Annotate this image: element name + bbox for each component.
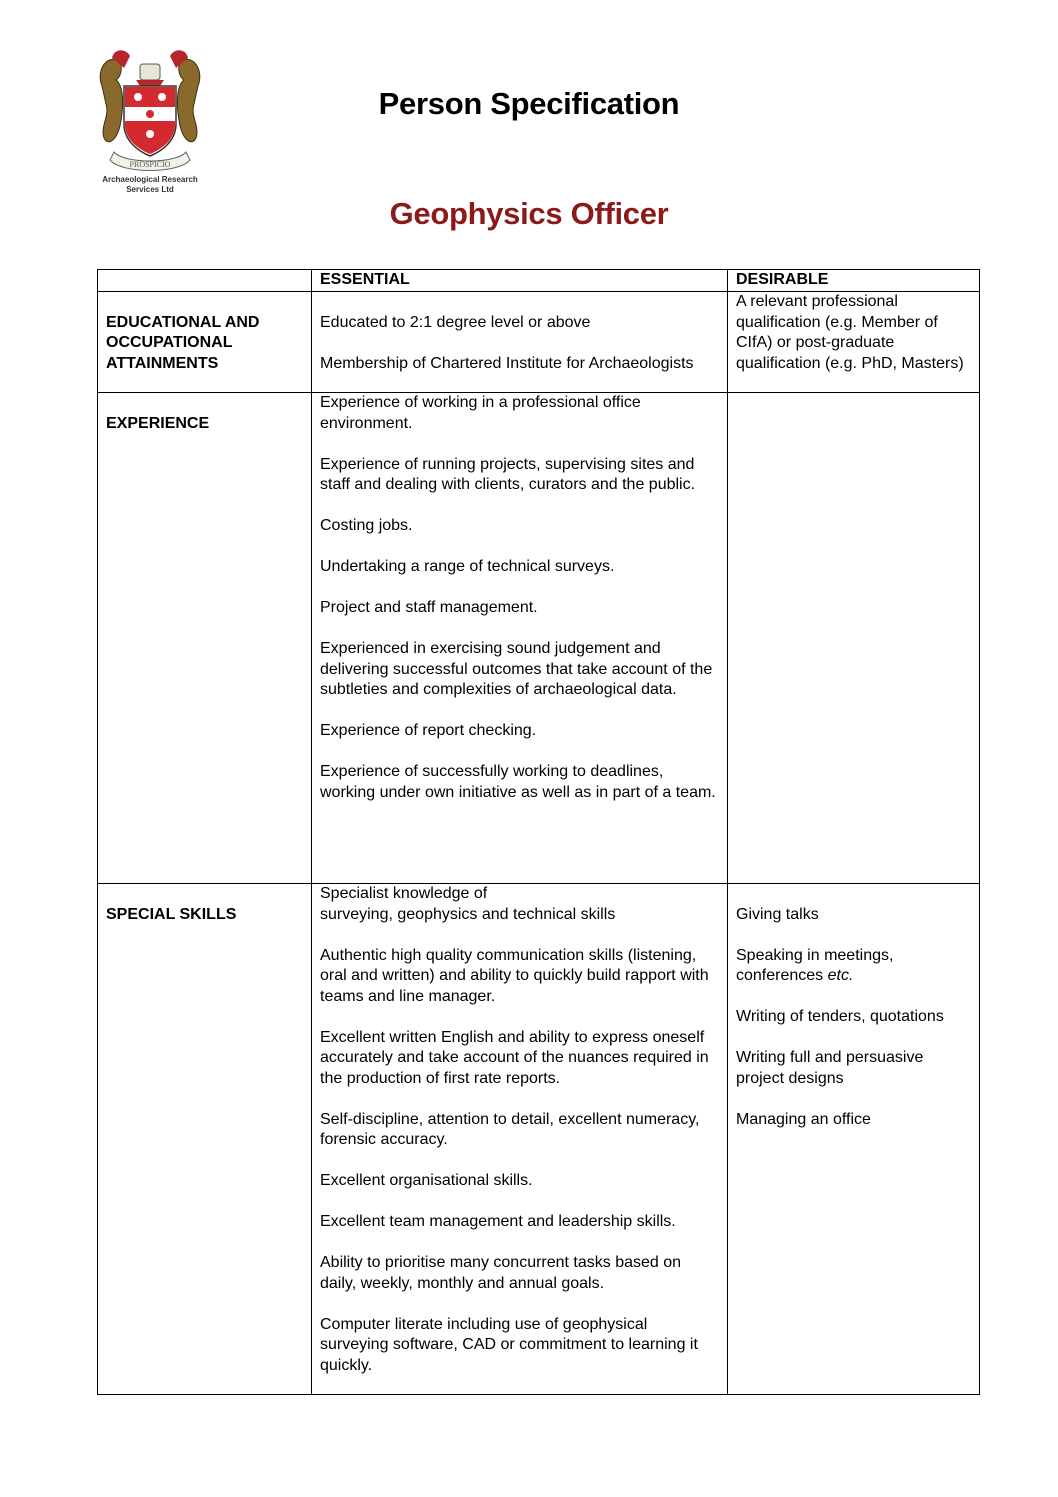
requirement-item: Authentic high quality communication skills (listening, oral and written) and ability to quickly build rapport with teams and line manager. <box>320 946 709 1005</box>
requirement-item: Writing of tenders, quotations <box>736 1008 944 1025</box>
requirement-item: Project and staff management. <box>320 599 538 616</box>
requirement-item: Experience of successfully working to deadlines, working under own initiative as well as in part of a team. <box>320 763 716 801</box>
requirement-item: Costing jobs. <box>320 517 413 534</box>
desirable-cell <box>728 393 980 884</box>
header-empty <box>98 270 312 292</box>
requirement-item: Experience of report checking. <box>320 722 537 739</box>
category-label: EXPERIENCE <box>106 414 210 432</box>
essential-cell <box>312 393 728 884</box>
category-line: EDUCATIONAL AND <box>106 313 260 331</box>
logo-caption-line1: Archaeological Research <box>102 175 198 184</box>
requirement-item: Educated to 2:1 degree level or above <box>320 313 591 331</box>
requirement-item: Excellent team management and leadership skills. <box>320 1213 676 1230</box>
requirement-item: Undertaking a range of technical surveys. <box>320 558 615 575</box>
table-row <box>98 292 980 393</box>
job-title: Geophysics Officer <box>389 196 669 231</box>
requirement-emphasis: etc. <box>827 967 854 984</box>
header-desirable: DESIRABLE <box>728 270 980 292</box>
table-row <box>98 884 980 1395</box>
requirement-item: A relevant professional qualification (e.g. Member of CIfA) or post-graduate qualification (e.g. PhD, Masters) <box>736 293 964 372</box>
requirement-text: Speaking in meetings, conferences <box>736 946 894 984</box>
motto-text: PROSPICIO <box>129 160 171 169</box>
category-cell <box>98 884 312 1395</box>
requirement-item: Giving talks <box>736 905 819 923</box>
essential-cell <box>312 884 728 1395</box>
desirable-cell <box>728 292 980 393</box>
essential-cell <box>312 292 728 393</box>
requirement-item: Excellent written English and ability to express oneself accurately and take account of the nuances required in the production of first rate reports. <box>320 1028 709 1087</box>
requirement-line: Specialist knowledge of <box>320 885 488 902</box>
header-row <box>98 270 980 292</box>
requirement-item: Ability to prioritise many concurrent tasks based on daily, weekly, monthly and annual goals. <box>320 1254 682 1292</box>
requirement-item: Computer literate including use of geophysical surveying software, CAD or commitment to learning it quickly. <box>320 1315 698 1374</box>
spec-table <box>97 269 980 1395</box>
page-title: Person Specification <box>378 86 680 121</box>
desirable-cell <box>728 884 980 1395</box>
table-row <box>98 393 980 884</box>
category-label: SPECIAL SKILLS <box>106 905 237 923</box>
requirement-item <box>320 884 719 925</box>
logo-caption-line2: Services Ltd <box>126 185 174 194</box>
requirement-item: Excellent organisational skills. <box>320 1172 533 1189</box>
requirement-item: Self-discipline, attention to detail, excellent numeracy, forensic accuracy. <box>320 1110 700 1148</box>
requirement-item: Experience of running projects, supervising sites and staff and dealing with clients, curators and the public. <box>320 455 696 493</box>
category-line: OCCUPATIONAL <box>106 334 233 351</box>
requirement-item: Experience of working in a professional office environment. <box>320 394 641 432</box>
requirement-item: Managing an office <box>736 1110 871 1128</box>
requirement-item <box>736 946 971 987</box>
category-line: ATTAINMENTS <box>106 354 219 372</box>
category-cell <box>98 393 312 884</box>
category-cell <box>98 292 312 393</box>
header-essential: ESSENTIAL <box>312 270 728 292</box>
logo-caption <box>88 175 212 195</box>
requirement-item: Membership of Chartered Institute for Archaeologists <box>320 354 694 372</box>
requirement-item: Experienced in exercising sound judgement and delivering successful outcomes that take account of the subtleties and complexities of archaeological data. <box>320 640 713 698</box>
requirement-line: surveying, geophysics and technical skills <box>320 905 616 923</box>
requirement-item: Writing full and persuasive project designs <box>736 1049 924 1087</box>
